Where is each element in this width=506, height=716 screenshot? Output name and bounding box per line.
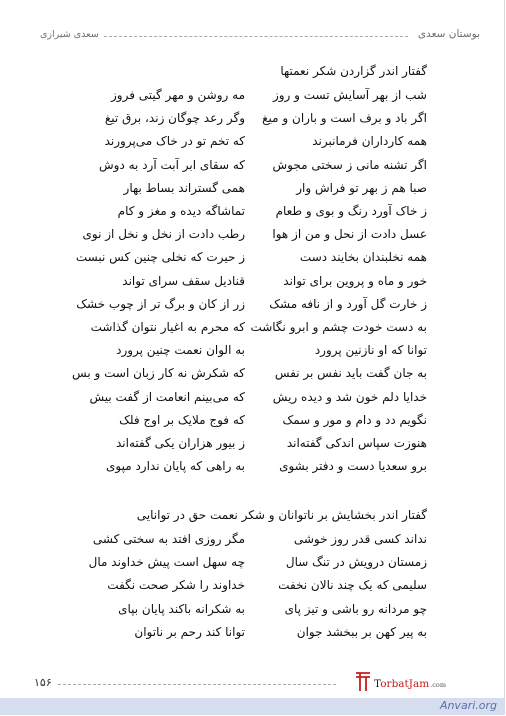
hemistich-first: به دست خودت چشم و ابرو نگاشت (250, 320, 427, 334)
couplet-row (0, 578, 506, 596)
author-name: سعدی شیرازی (40, 29, 99, 40)
header-divider (104, 36, 408, 37)
page-header (40, 28, 480, 44)
couplet-row (0, 436, 506, 454)
logo-text-prefix: T (374, 678, 381, 690)
hemistich-second: به شکرانه باکند پایان بپای (118, 601, 245, 616)
hemistich-second: به الوان نعمت چنین پرورد (116, 343, 245, 358)
hemistich-first: سلیمی که یک چند نالان نخفت (278, 578, 427, 593)
footer-divider (58, 684, 336, 685)
section-title: گفتار اندر گزاردن شکر نعمتها (280, 64, 427, 78)
hemistich-second: که شکرش نه کار زبان است و بس (72, 366, 245, 381)
couplet-row (0, 343, 506, 361)
hemistich-first: نداند کسی قدر روز خوشی (293, 532, 427, 546)
couplet-row (0, 204, 506, 222)
hemistich-second: توانا کند رحم بر ناتوان (134, 624, 245, 639)
hemistich-second: مه روشن و مهر گیتی فروز (111, 88, 245, 102)
logo-domain: .com (430, 681, 446, 689)
hemistich-second: مگر روزی افتد به سختی کشی (92, 532, 245, 546)
hemistich-first: ز خارت گل آورد و از نافه مشک (269, 296, 427, 311)
hemistich-first: به پیر کهن بر ببخشد جوان (296, 624, 427, 639)
hemistich-first: همه نخلبندان بخایند دست (299, 250, 427, 265)
couplet-row (0, 366, 506, 384)
watermark-text: Anvari.org (439, 699, 497, 712)
anvari-watermark (440, 699, 497, 712)
hemistich-first: ز خاک آورد رنگ و بوی و طعام (275, 204, 427, 218)
hemistich-second: که محرم به اغیار نتوان گذاشت (90, 320, 245, 334)
hemistich-second: زر از کان و برگ تر از چوب خشک (76, 296, 245, 311)
couplet-row (0, 88, 506, 106)
couplet-row (0, 532, 506, 550)
couplet-row (0, 111, 506, 129)
couplet-row (0, 320, 506, 338)
couplet-row (0, 274, 506, 292)
watermark-bar (0, 698, 505, 715)
hemistich-second: همی گستراند بساط بهار (123, 180, 245, 195)
hemistich-first: اگر باد و برف است و باران و میغ (262, 111, 427, 126)
hemistich-first: خدایا دلم خون شد و دیده ریش (272, 389, 427, 404)
hemistich-first: زمستان درویش در تنگ سال (285, 555, 427, 570)
hemistich-first: چو مردانه رو باشی و تیز پای (284, 601, 427, 616)
hemistich-second: که فوج ملایک بر اوج فلک (119, 412, 245, 427)
couplet-row (0, 181, 506, 199)
page-footer (34, 676, 446, 690)
couplet-row (0, 555, 506, 573)
logo-text-accent: orbatJam (380, 678, 430, 690)
hemistich-second: قنادیل سقف سرای تواند (122, 273, 245, 288)
couplet-row (0, 158, 506, 176)
couplet-row (0, 297, 506, 315)
torbatjam-logo (355, 670, 446, 692)
couplet-row (0, 602, 506, 620)
hemistich-second: رطب دادت از نخل و نخل از نوی (82, 227, 245, 242)
hemistich-second: چه سهل است پیش خداوند مال (88, 555, 245, 570)
hemistich-first: نگویم دد و دام و مور و سمک (282, 412, 427, 427)
section-title: گفتار اندر بخشایش بر ناتوانان و شکر نعمت حق در توانایی (136, 508, 427, 522)
hemistich-first: اگر تشنه مانی ز سختی مجوش (272, 157, 427, 172)
hemistich-second: تماشاگه دیده و مغز و کام (117, 204, 245, 218)
hemistich-first: توانا که او نازنین پرورد (314, 343, 427, 358)
couplet-row (0, 134, 506, 152)
page-number: ۱۵۶ (34, 676, 52, 689)
hemistich-second: که می‌بینم انعامت از گفت بیش (89, 389, 245, 404)
couplet-row (0, 625, 506, 643)
hemistich-second: خداوند را شکر صحت نگفت (107, 578, 245, 593)
couplet-row (0, 250, 506, 268)
couplet-row (0, 390, 506, 408)
hemistich-first: برو سعدیا دست و دفتر بشوی (279, 459, 427, 474)
couplet-row (0, 459, 506, 477)
hemistich-second: که سقای ابر آبت آرد به دوش (99, 157, 245, 172)
hemistich-first: شب از بهر آسایش تست و روز (272, 88, 427, 102)
hemistich-second: وگر رعد چوگان زند، برق تیغ (104, 111, 245, 126)
hemistich-first: همه کارداران فرمانبرند (312, 134, 427, 149)
hemistich-first: هنوزت سپاس اندکی گفته‌اند (286, 436, 427, 450)
hemistich-first: خور و ماه و پروین برای تواند (283, 273, 427, 288)
logo-text (374, 678, 446, 690)
hemistich-first: به جان گفت باید نفس بر نفس (274, 366, 427, 381)
hemistich-first: عسل دادت از نحل و من از هوا (272, 227, 427, 242)
hemistich-second: ز بیور هزاران یکی گفته‌اند (115, 436, 245, 450)
couplet-row (0, 413, 506, 431)
hemistich-second: که تخم تو در خاک می‌پرورند (104, 134, 245, 149)
torbatjam-mark-icon (355, 670, 371, 692)
hemistich-second: به راهی که پایان ندارد مپوی (105, 459, 245, 474)
couplet-row (0, 227, 506, 245)
hemistich-second: ز حیرت که نخلی چنین کس نبست (75, 250, 245, 265)
hemistich-first: صبا هم ز بهر تو فراش وار (296, 180, 427, 195)
book-title: بوستان سعدی (417, 28, 480, 40)
